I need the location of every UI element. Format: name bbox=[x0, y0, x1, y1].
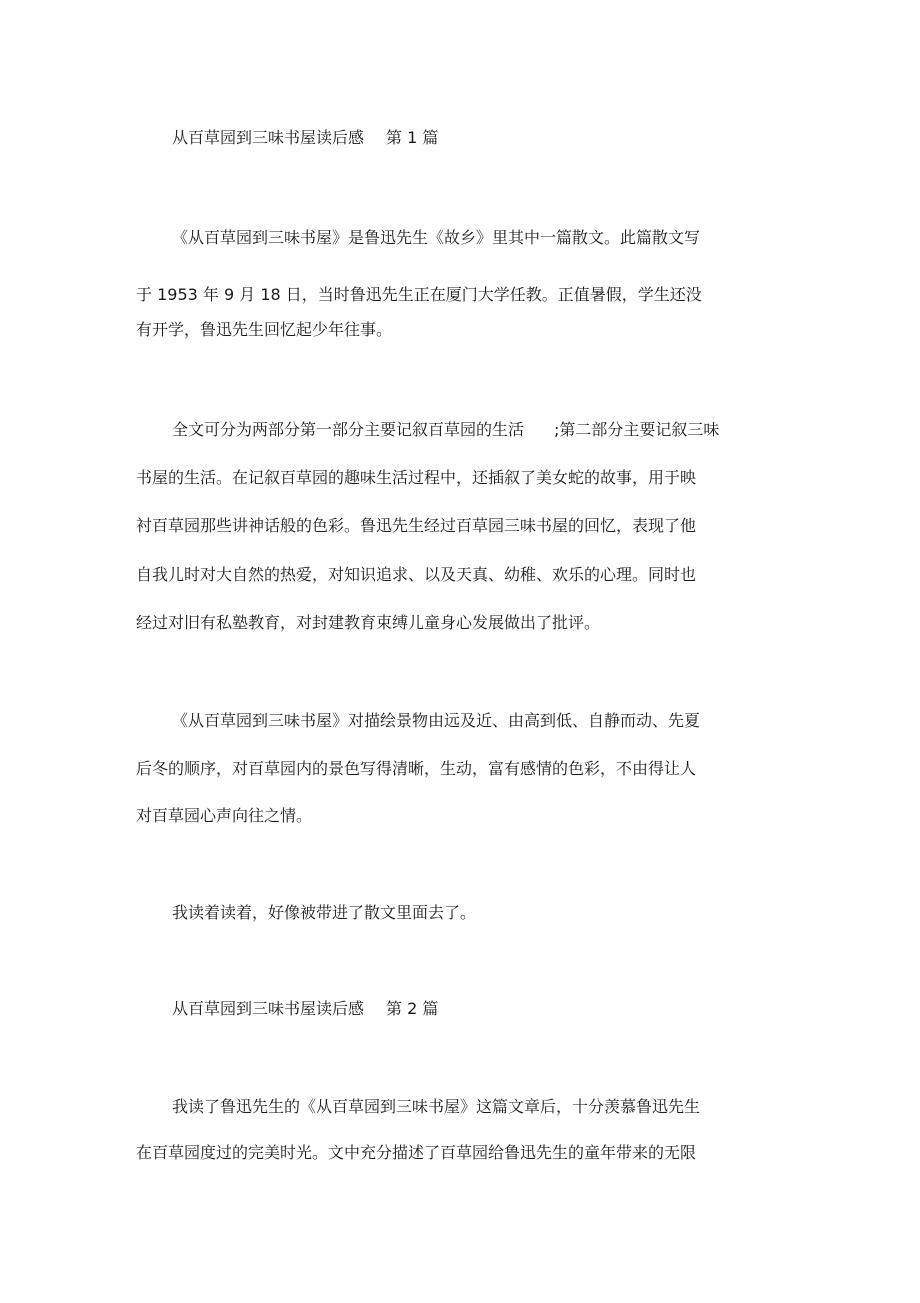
article-1-part-number: 第 1 篇 bbox=[386, 128, 439, 147]
article-1-title: 从百草园到三味书屋读后感 bbox=[172, 128, 365, 147]
paragraph-3-line-1: 《从百草园到三味书屋》对描绘景物由远及近、由高到低、自静而动、先夏 bbox=[172, 711, 701, 730]
paragraph-4: 我读着读着，好像被带进了散文里面去了。 bbox=[172, 903, 477, 922]
paragraph-2-line-1-part-b: ;第二部分主要记叙三味 bbox=[554, 420, 720, 439]
paragraph-1-line-2: 于 1953 年 9 月 18 日，当时鲁迅先生正在厦门大学任教。正值暑假，学生还没 bbox=[136, 285, 702, 304]
paragraph-2-line-3: 衬百草园那些讲神话般的色彩。鲁迅先生经过百草园三味书屋的回忆，表现了他 bbox=[136, 516, 697, 535]
paragraph-2-line-1-part-a: 全文可分为两部分第一部分主要记叙百草园的生活 bbox=[172, 420, 525, 439]
paragraph-5-line-1: 我读了鲁迅先生的《从百草园到三味书屋》这篇文章后，十分羡慕鲁迅先生 bbox=[172, 1097, 701, 1116]
paragraph-3-line-3: 对百草园心声向往之情。 bbox=[136, 806, 313, 825]
article-1-heading bbox=[172, 128, 438, 148]
article-2-part-number: 第 2 篇 bbox=[386, 999, 439, 1018]
paragraph-2-line-1 bbox=[172, 420, 719, 440]
paragraph-2-line-2: 书屋的生活。在记叙百草园的趣味生活过程中，还插叙了美女蛇的故事，用于映 bbox=[136, 468, 697, 487]
article-2-heading bbox=[172, 999, 438, 1019]
paragraph-5-line-2: 在百草园度过的完美时光。文中充分描述了百草园给鲁迅先生的童年带来的无限 bbox=[136, 1143, 697, 1162]
paragraph-2-line-5: 经过对旧有私塾教育，对封建教育束缚儿童身心发展做出了批评。 bbox=[136, 613, 601, 632]
paragraph-1-line-3: 有开学，鲁迅先生回忆起少年往事。 bbox=[136, 320, 393, 339]
paragraph-2-line-4: 自我儿时对大自然的热爱，对知识追求、以及天真、幼稚、欢乐的心理。同时也 bbox=[136, 565, 697, 584]
paragraph-1-line-1: 《从百草园到三味书屋》是鲁迅先生《故乡》里其中一篇散文。此篇散文写 bbox=[172, 228, 701, 247]
article-2-title: 从百草园到三味书屋读后感 bbox=[172, 999, 365, 1018]
paragraph-3-line-2: 后冬的顺序，对百草园内的景色写得清晰，生动，富有感情的色彩，不由得让人 bbox=[136, 759, 697, 778]
